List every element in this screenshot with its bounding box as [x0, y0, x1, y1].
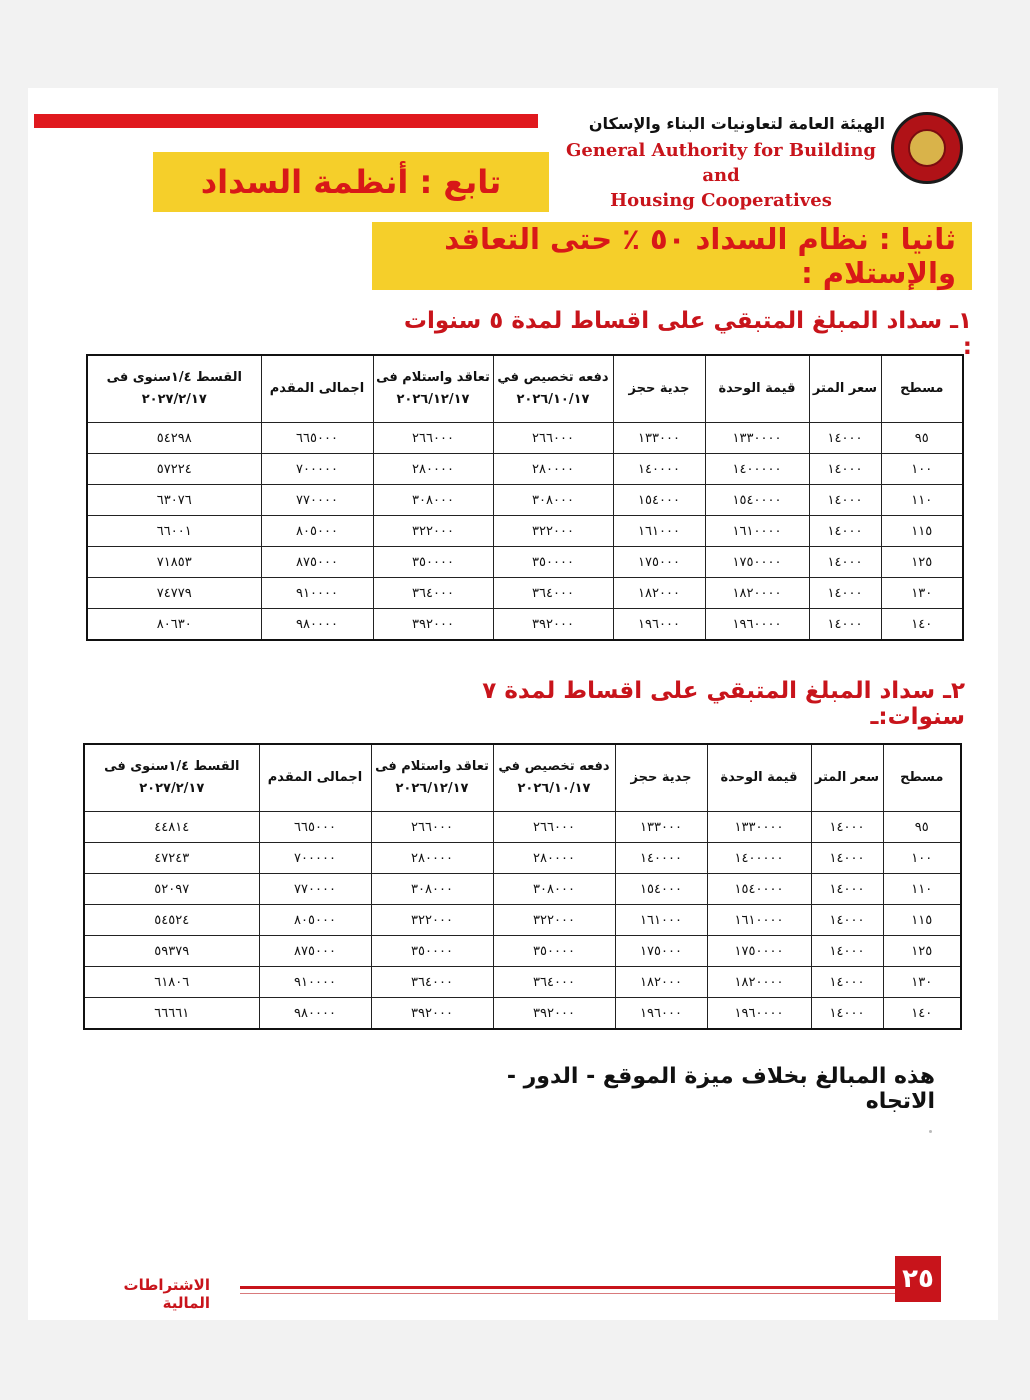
table-cell: ٣٩٢٠٠٠ [371, 998, 493, 1030]
table-cell: ٣٠٨٠٠٠ [493, 485, 613, 516]
table-cell: ٣٥٠٠٠٠ [493, 936, 615, 967]
table-cell: ٦٦٥٠٠٠ [259, 812, 371, 843]
table-cell: ٢٨٠٠٠٠ [493, 843, 615, 874]
column-header-label: دفعه تخصيص في [497, 370, 609, 385]
table-row [84, 874, 961, 905]
table2-header-cell [811, 744, 883, 812]
column-header-label: قيمة الوحدة [718, 381, 796, 396]
table2-header-cell [615, 744, 707, 812]
table-row [87, 609, 963, 641]
table-cell: ٣٩٢٠٠٠ [373, 609, 493, 641]
table-cell: ١٣٣٠٠٠٠ [705, 423, 809, 454]
table-cell: ٥٤٥٢٤ [84, 905, 259, 936]
table-cell: ٣٦٤٠٠٠ [493, 967, 615, 998]
table-cell: ١٣٣٠٠٠٠ [707, 812, 811, 843]
table-cell: ١٤٠٠٠ [809, 609, 881, 641]
table1-header-cell [881, 355, 963, 423]
logo-emblem-icon [908, 129, 946, 167]
column-header-label: اجمالى المقدم [269, 381, 365, 396]
table1-header-cell [613, 355, 705, 423]
table-cell: ١١٠ [881, 485, 963, 516]
table1-header-cell [705, 355, 809, 423]
column-header-label: قيمة الوحدة [720, 770, 798, 785]
table-cell: ٣٥٠٠٠٠ [373, 547, 493, 578]
table-cell: ٦٦٠٠١ [87, 516, 261, 547]
table-cell: ٣٠٨٠٠٠ [493, 874, 615, 905]
table-cell: ٣٦٤٠٠٠ [373, 578, 493, 609]
authority-logo [891, 112, 963, 184]
table-cell: ١٤٠٠٠ [809, 578, 881, 609]
header-red-bar [34, 114, 538, 128]
table-cell: ١٢٥ [881, 547, 963, 578]
table2-header-cell [84, 744, 259, 812]
payment-table-7-years [83, 743, 962, 1030]
table-cell: ١٨٢٠٠٠٠ [705, 578, 809, 609]
table-cell: ٦٣٠٧٦ [87, 485, 261, 516]
table-cell: ٥٢٠٩٧ [84, 874, 259, 905]
table-cell: ١٤٠٠٠٠ [613, 454, 705, 485]
table-cell: ٣٢٢٠٠٠ [371, 905, 493, 936]
table-row [84, 967, 961, 998]
table-cell: ١٤٠٠٠ [809, 485, 881, 516]
table-cell: ١٥٤٠٠٠ [615, 874, 707, 905]
table-cell: ١٣٠ [883, 967, 961, 998]
table-cell: ٣٢٢٠٠٠ [373, 516, 493, 547]
table-cell: ٥٧٢٢٤ [87, 454, 261, 485]
table-cell: ٨٧٥٠٠٠ [261, 547, 373, 578]
table-cell: ٣٠٨٠٠٠ [371, 874, 493, 905]
table2-header-cell [371, 744, 493, 812]
column-header-label: دفعه تخصيص في [498, 759, 610, 774]
page-title: تابع : أنظمة السداد [153, 152, 549, 212]
table-row [84, 905, 961, 936]
table-cell: ٨٠٦٣٠ [87, 609, 261, 641]
table1-header-cell [493, 355, 613, 423]
org-name-english-line1: General Authority for Building and [565, 140, 876, 186]
table-cell: ٣٥٠٠٠٠ [371, 936, 493, 967]
column-header-label: سعر المتر [814, 770, 880, 785]
table-cell: ١٩٦٠٠٠٠ [707, 998, 811, 1030]
table2-header-cell [493, 744, 615, 812]
table-cell: ١٤٠٠٠ [809, 423, 881, 454]
table-row [84, 843, 961, 874]
table1-header-cell [87, 355, 261, 423]
table-cell: ١٤٠٠٠٠٠ [705, 454, 809, 485]
table-row [87, 485, 963, 516]
speck [929, 1130, 932, 1133]
column-header-date: ٢٠٢٦/١٢/١٧ [396, 392, 470, 407]
table-cell: ١٤٠٠٠ [811, 998, 883, 1030]
table-row [84, 998, 961, 1030]
table-cell: ٥٤٢٩٨ [87, 423, 261, 454]
table-row [87, 578, 963, 609]
table-cell: ١٤٠٠٠ [811, 843, 883, 874]
table-cell: ٣٠٨٠٠٠ [373, 485, 493, 516]
table-cell: ٤٤٨١٤ [84, 812, 259, 843]
table-cell: ٦١٨٠٦ [84, 967, 259, 998]
footer-rule [240, 1286, 895, 1289]
table-cell: ١٩٦٠٠٠ [613, 609, 705, 641]
table-cell: ٢٨٠٠٠٠ [371, 843, 493, 874]
column-header-label: جدية حجز [630, 770, 692, 785]
table-cell: ٩١٠٠٠٠ [261, 578, 373, 609]
table-cell: ٣٥٠٠٠٠ [493, 547, 613, 578]
table-cell: ١٤٠٠٠٠ [615, 843, 707, 874]
table1-header-cell [809, 355, 881, 423]
table-cell: ٨٠٥٠٠٠ [259, 905, 371, 936]
table-cell: ٧٠٠٠٠٠ [261, 454, 373, 485]
table-cell: ١٤٠٠٠٠٠ [707, 843, 811, 874]
payment-system-subtitle: ثانيا : نظام السداد ٥٠ ٪ حتى التعاقد والإستلام : [372, 222, 972, 290]
column-header-label: القسط ١/٤سنوى فى [104, 759, 240, 774]
table-cell: ١٠٠ [881, 454, 963, 485]
table-cell: ٨٠٥٠٠٠ [261, 516, 373, 547]
table-cell: ٩٨٠٠٠٠ [259, 998, 371, 1030]
table-cell: ٣٩٢٠٠٠ [493, 609, 613, 641]
table-cell: ١١٠ [883, 874, 961, 905]
table-cell: ١٧٥٠٠٠٠ [707, 936, 811, 967]
table2-header-cell [259, 744, 371, 812]
table-row [84, 936, 961, 967]
table-cell: ١٤٠٠٠ [809, 516, 881, 547]
table-cell: ١٤٠٠٠ [811, 936, 883, 967]
table-cell: ٢٨٠٠٠٠ [493, 454, 613, 485]
table-cell: ٨٧٥٠٠٠ [259, 936, 371, 967]
section2-heading: ٢ـ سداد المبلغ المتبقي على اقساط لمدة ٧ سنوات:ـ [482, 678, 965, 730]
org-name-english-line2: Housing Cooperatives [610, 190, 832, 211]
table-cell: ١٧٥٠٠٠ [615, 936, 707, 967]
table-cell: ٧٤٧٧٩ [87, 578, 261, 609]
table-cell: ١٤٠٠٠ [809, 454, 881, 485]
table-cell: ٧٧٠٠٠٠ [261, 485, 373, 516]
table-cell: ٦٦٦٦١ [84, 998, 259, 1030]
table-cell: ١٥٤٠٠٠٠ [707, 874, 811, 905]
payment-table-5-years [86, 354, 964, 641]
table-cell: ٩٨٠٠٠٠ [261, 609, 373, 641]
table-row [87, 547, 963, 578]
column-header-label: القسط ١/٤سنوى فى [106, 370, 242, 385]
table-cell: ١٤٠٠٠ [811, 812, 883, 843]
table2-header-cell [707, 744, 811, 812]
column-header-label: مسطح [900, 381, 944, 396]
table-cell: ٧٠٠٠٠٠ [259, 843, 371, 874]
table-cell: ١٧٥٠٠٠٠ [705, 547, 809, 578]
column-header-label: اجمالى المقدم [267, 770, 363, 785]
column-header-label: تعاقد واستلام فى [375, 759, 489, 774]
table-cell: ١٧٥٠٠٠ [613, 547, 705, 578]
table1-header-cell [373, 355, 493, 423]
section1-heading: ١ـ سداد المبلغ المتبقي على اقساط لمدة ٥ سنوات : [403, 308, 972, 360]
column-header-date: ٢٠٢٦/١٢/١٧ [395, 781, 469, 796]
table-cell: ١٨٢٠٠٠٠ [707, 967, 811, 998]
table-cell: ١٤٠٠٠ [811, 874, 883, 905]
table-cell: ١٦١٠٠٠٠ [707, 905, 811, 936]
table-cell: ١٤٠ [883, 998, 961, 1030]
table-cell: ٧٧٠٠٠٠ [259, 874, 371, 905]
table-cell: ٣٢٢٠٠٠ [493, 516, 613, 547]
column-header-label: تعاقد واستلام فى [376, 370, 490, 385]
footer-rule-thin [240, 1293, 895, 1294]
org-name-english [556, 138, 886, 213]
table-cell: ١٩٦٠٠٠٠ [705, 609, 809, 641]
table-cell: ١٤٠٠٠ [811, 905, 883, 936]
column-header-label: مسطح [900, 770, 944, 785]
column-header-label: جدية حجز [628, 381, 690, 396]
table-cell: ١٤٠ [881, 609, 963, 641]
column-header-date: ٢٠٢٧/٢/١٧ [141, 392, 207, 407]
table-cell: ٣٩٢٠٠٠ [493, 998, 615, 1030]
table-cell: ١٦١٠٠٠ [615, 905, 707, 936]
table-cell: ١٤٠٠٠ [811, 967, 883, 998]
table-cell: ١٩٦٠٠٠ [615, 998, 707, 1030]
column-header-date: ٢٠٢٦/١٠/١٧ [517, 781, 591, 796]
footer-section-label: الاشتراطات المالية [123, 1276, 210, 1312]
table-cell: ١٠٠ [883, 843, 961, 874]
table-cell: ٩٥ [881, 423, 963, 454]
column-header-date: ٢٠٢٧/٢/١٧ [139, 781, 205, 796]
table-cell: ٢٦٦٠٠٠ [493, 812, 615, 843]
pricing-note: هذه المبالغ بخلاف ميزة الموقع - الدور - الاتجاه [506, 1064, 935, 1114]
table-cell: ٢٦٦٠٠٠ [373, 423, 493, 454]
table-cell: ١٥٤٠٠٠٠ [705, 485, 809, 516]
table-row [87, 423, 963, 454]
table-cell: ٩١٠٠٠٠ [259, 967, 371, 998]
table-cell: ٤٧٢٤٣ [84, 843, 259, 874]
table-cell: ١٤٠٠٠ [809, 547, 881, 578]
table-cell: ١٣٣٠٠٠ [615, 812, 707, 843]
table-cell: ١٢٥ [883, 936, 961, 967]
table-cell: ١٦١٠٠٠ [613, 516, 705, 547]
org-name-arabic: الهيئة العامة لتعاونيات البناء والإسكان [588, 114, 885, 133]
table-cell: ٧١٨٥٣ [87, 547, 261, 578]
table-cell: ١١٥ [883, 905, 961, 936]
column-header-label: سعر المتر [812, 381, 878, 396]
table-cell: ١٣٣٠٠٠ [613, 423, 705, 454]
table-cell: ١١٥ [881, 516, 963, 547]
page-number: ٢٥ [895, 1256, 941, 1302]
table-cell: ٢٦٦٠٠٠ [493, 423, 613, 454]
table-cell: ٥٩٣٧٩ [84, 936, 259, 967]
table-row [87, 454, 963, 485]
table2-header-cell [883, 744, 961, 812]
table-cell: ١٦١٠٠٠٠ [705, 516, 809, 547]
table-cell: ١٨٢٠٠٠ [613, 578, 705, 609]
table-cell: ٩٥ [883, 812, 961, 843]
table1-header-cell [261, 355, 373, 423]
table-cell: ٢٨٠٠٠٠ [373, 454, 493, 485]
table-row [87, 516, 963, 547]
table-cell: ٣٦٤٠٠٠ [493, 578, 613, 609]
column-header-date: ٢٠٢٦/١٠/١٧ [516, 392, 590, 407]
table-cell: ١٥٤٠٠٠ [613, 485, 705, 516]
table-cell: ٦٦٥٠٠٠ [261, 423, 373, 454]
table-cell: ٢٦٦٠٠٠ [371, 812, 493, 843]
table-row [84, 812, 961, 843]
table-cell: ١٨٢٠٠٠ [615, 967, 707, 998]
table-cell: ١٣٠ [881, 578, 963, 609]
table-cell: ٣٦٤٠٠٠ [371, 967, 493, 998]
table-cell: ٣٢٢٠٠٠ [493, 905, 615, 936]
